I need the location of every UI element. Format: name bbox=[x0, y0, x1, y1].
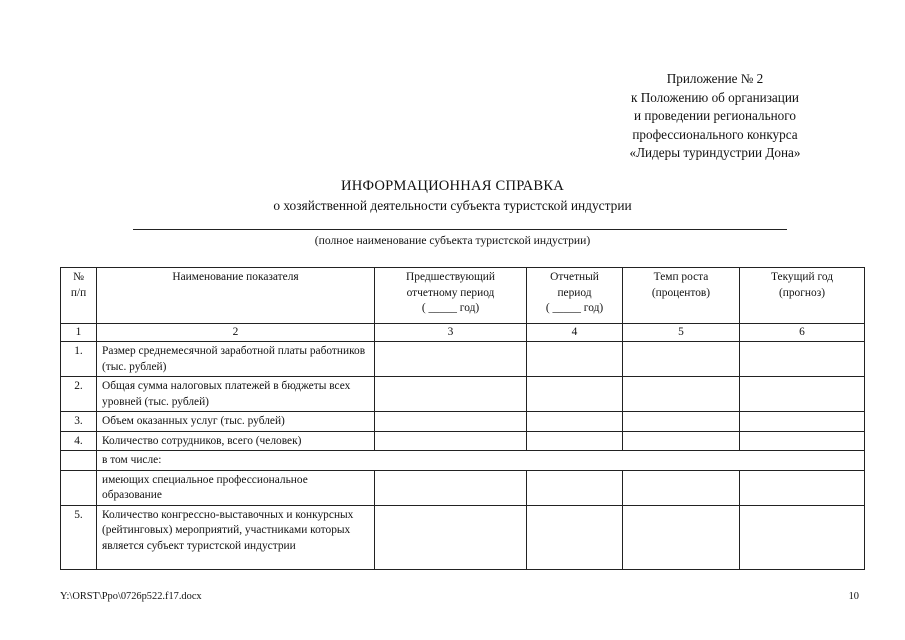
document-title: ИНФОРМАЦИОННАЯ СПРАВКА bbox=[340, 178, 565, 194]
header-line: отчетному период bbox=[406, 286, 495, 299]
header-reporting-period bbox=[527, 268, 623, 324]
column-index: 2 bbox=[97, 324, 375, 342]
appendix-line: и проведении регионального bbox=[634, 108, 796, 123]
column-index: 6 bbox=[740, 324, 865, 342]
row-indicator: Общая сумма налоговых платежей в бюджеты всех уровней (тыс. рублей) bbox=[97, 377, 375, 412]
page-number: 10 bbox=[848, 591, 859, 602]
header-line: № bbox=[73, 271, 84, 283]
value-cell[interactable] bbox=[623, 505, 740, 569]
header-growth-rate bbox=[623, 268, 740, 324]
value-cell[interactable] bbox=[527, 470, 623, 505]
table-row bbox=[61, 412, 865, 432]
header-line: Наименование показателя bbox=[172, 271, 299, 283]
value-cell[interactable] bbox=[740, 505, 865, 569]
table-row bbox=[61, 451, 865, 471]
row-number bbox=[61, 451, 97, 471]
row-number: 5. bbox=[61, 505, 97, 569]
header-line: п/п bbox=[70, 286, 87, 299]
value-cell[interactable] bbox=[623, 412, 740, 432]
header-line: период bbox=[557, 286, 592, 299]
value-cell[interactable] bbox=[623, 377, 740, 412]
value-cell[interactable] bbox=[740, 470, 865, 505]
header-line: Текущий год bbox=[770, 271, 833, 283]
table-row bbox=[61, 470, 865, 505]
value-cell[interactable] bbox=[375, 377, 527, 412]
value-cell[interactable] bbox=[623, 470, 740, 505]
header-number bbox=[61, 268, 97, 324]
table-header-row bbox=[61, 268, 865, 324]
column-index: 3 bbox=[375, 324, 527, 342]
value-cell[interactable] bbox=[740, 431, 865, 451]
value-cell[interactable] bbox=[740, 412, 865, 432]
header-line: (процентов) bbox=[651, 286, 711, 299]
header-line: Отчетный bbox=[550, 271, 599, 283]
row-number bbox=[61, 470, 97, 505]
value-cell[interactable] bbox=[623, 431, 740, 451]
header-line: Предшествующий bbox=[406, 271, 495, 283]
value-cell[interactable] bbox=[375, 412, 527, 432]
value-cell[interactable] bbox=[375, 505, 527, 569]
row-indicator: Размер среднемесячной заработной платы работников (тыс. рублей) bbox=[97, 342, 375, 377]
column-index-row bbox=[61, 324, 865, 342]
value-cell[interactable] bbox=[527, 431, 623, 451]
value-cell[interactable] bbox=[375, 431, 527, 451]
value-cell[interactable] bbox=[375, 342, 527, 377]
header-line: ( _____ год) bbox=[421, 302, 480, 314]
table-row bbox=[61, 505, 865, 569]
value-cell[interactable] bbox=[740, 377, 865, 412]
column-index: 1 bbox=[61, 324, 97, 342]
value-cell[interactable] bbox=[623, 342, 740, 377]
appendix-line: к Положению об организации bbox=[631, 89, 799, 105]
row-number: 3. bbox=[61, 412, 97, 432]
value-cell[interactable] bbox=[527, 505, 623, 569]
column-index: 5 bbox=[623, 324, 740, 342]
header-line: ( _____ год) bbox=[545, 302, 604, 314]
table-row bbox=[61, 431, 865, 451]
appendix-line: Приложение № 2 bbox=[666, 71, 764, 86]
header-line: Темп роста bbox=[653, 271, 709, 283]
header-previous-period bbox=[375, 268, 527, 324]
header-indicator bbox=[97, 268, 375, 324]
row-number: 4. bbox=[61, 431, 97, 451]
appendix-line: профессионального конкурса bbox=[632, 126, 798, 142]
header-current-year bbox=[740, 268, 865, 324]
value-cell[interactable] bbox=[740, 342, 865, 377]
row-number: 1. bbox=[61, 342, 97, 377]
appendix-block bbox=[590, 70, 840, 163]
appendix-line: «Лидеры туриндустрии Дона» bbox=[629, 145, 801, 160]
document-subtitle: о хозяйственной деятельности субъекта туристской индустрии bbox=[273, 198, 632, 213]
value-cell[interactable] bbox=[527, 412, 623, 432]
row-indicator: Количество конгрессно-выставочных и конкурсных (рейтинговых) мероприятий, участниками которых является субъект туристской индустрии bbox=[97, 505, 375, 569]
indicators-table bbox=[60, 267, 865, 570]
row-indicator: в том числе: bbox=[97, 451, 865, 471]
value-cell[interactable] bbox=[375, 470, 527, 505]
row-indicator: имеющих специальное профессиональное образование bbox=[97, 470, 375, 505]
row-indicator: Количество сотрудников, всего (человек) bbox=[97, 431, 375, 451]
table-row bbox=[61, 342, 865, 377]
header-line: (прогноз) bbox=[778, 286, 826, 299]
value-cell[interactable] bbox=[527, 377, 623, 412]
file-path: Y:\ORST\Ppo\0726p522.f17.docx bbox=[60, 591, 202, 602]
entity-name-line bbox=[133, 229, 787, 230]
value-cell[interactable] bbox=[527, 342, 623, 377]
table-row bbox=[61, 377, 865, 412]
row-number: 2. bbox=[61, 377, 97, 412]
entity-name-caption: (полное наименование субъекта туристской индустрии) bbox=[314, 234, 591, 247]
row-indicator: Объем оказанных услуг (тыс. рублей) bbox=[97, 412, 375, 432]
column-index: 4 bbox=[527, 324, 623, 342]
